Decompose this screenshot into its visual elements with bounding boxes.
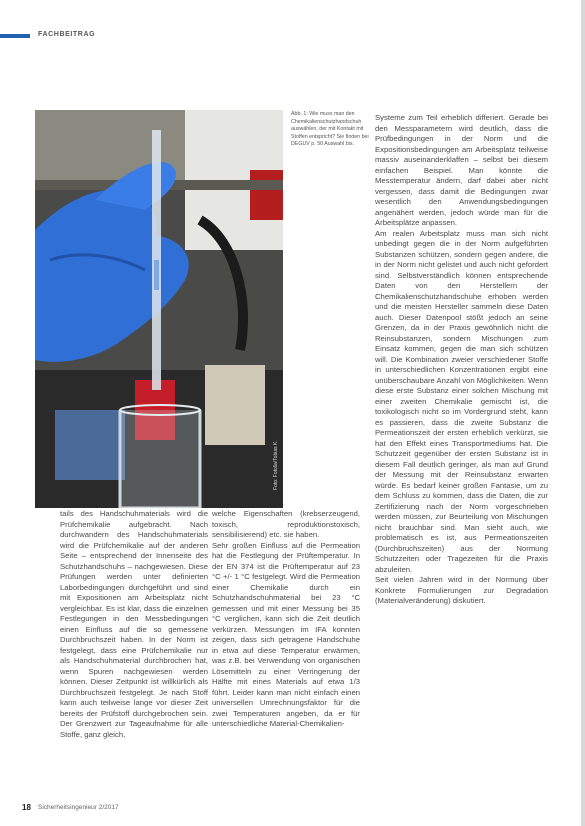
- paragraph: Sehr großen Einfluss auf die Permeation hat die Festlegung der Prüftemperatur. In der EN 374 ist die Prüftemperatur auf 23 °C +/- 1 °C festgelegt. Wird die Permeation einer Chemikalie durch ein Schutzhandschuhmaterial bei 23 °C gemessen und mit einer Messung bei 35 °C verglichen, kann sich die Zeit deutlich verkürzen. Messungen im IFA konnten zeigen, dass sich getragene Handschuhe in etwa auf diese Temperatur erwärmen, was z.B. bei Verwendung von organischen Lösemitteln zu einer Verringerung der Hälfte mit eines Materials auf etwa 1/3 führt. Leider kann man nicht einfach einen universellen Umrechnungsfaktor für die zwei Temperaturen angeben, da er für unterschiedliche Material-Chemikalien-: [212, 540, 360, 728]
- beige-container: [205, 365, 265, 445]
- paragraph: welche Eigenschaften (krebserzeugend, toxisch, reproduktionstoxisch, sensibilisierend) etc. sie haben.: [212, 509, 360, 539]
- article-photo: [35, 110, 283, 508]
- red-label-box: [250, 170, 283, 220]
- paragraph: Systeme zum Teil erheblich differiert. Gerade bei den Messparametern wird deutlich, dass die Prüfbedingungen in der Norm und die Expositionsbedingungen am Arbeitsplatz teilweise massiv auseinanderklaffen – selbst bei diesem einfachen Beispiel. Man könnte die Messtemperatur ändern, darf dabei aber nicht vergessen, dass damit die Bedingungen zwar wesentlich den Anwendungsbedingungen angenähert werden, jedoch würde man für die Arbeitsplätze anpassen.: [375, 113, 548, 227]
- blue-container: [55, 410, 125, 480]
- photo-credit: Foto: Fotolia/Tobias K.: [273, 440, 279, 490]
- section-marker-bar: [0, 34, 30, 38]
- section-label: FACHBEITRAG: [38, 31, 96, 38]
- paragraph: tails des Handschuhmaterials wird die Prüfchemikalie aufgebracht. Nach durchwandern des Handschuhmaterials wird die Prüfchemikalie auf der anderen Seite – entsprechend der Innenseite des Schutzhandschuhs – nachgewiesen. Diese Prüfungen werden unter definierten Laborbedingungen durchgeführt und sind mit Expositionen am Arbeitsplatz nicht vergleichbar. Es ist klar, dass die einzelnen Festlegungen in den Messbedingungen einen Einfluss auf die so gemessene Durchbruchszeit haben. In der Norm ist festgelegt, dass eine Prüfchemikalie nur als Handschuhmaterial durchbrochen hat, wenn Spuren nachgewiesen werden können. Dieser Zeitpunkt ist willkürlich als Durchbruchszeit festgelegt. Je nach Stoff kann auch teilweise lange vor dieser Zeit bereits der Prüfstoff durchgebrochen sein. Der Grenzwert zur Tageaufnahme für alle Stoffe, ganz gleich,: [60, 509, 208, 739]
- glass-beaker: [120, 410, 200, 508]
- lab-photo-illustration: [35, 110, 283, 508]
- article-column-middle: [212, 509, 360, 730]
- page-edge: [581, 0, 585, 826]
- figure-caption: Abb. 1: Wie muss man den Chemikalienschutzhandschuh auswählen, der mit Kontakt mit Stoffen entspricht? Sie finden bei DEGUV p. 50 Auswahl bis.: [291, 111, 369, 148]
- article-column-right: [375, 113, 548, 607]
- pipette-liquid: [154, 260, 159, 290]
- publication-name: Sicherheitsingenieur 2/2017: [38, 804, 119, 811]
- page-number: 18: [22, 803, 31, 812]
- article-column-left: [60, 509, 208, 740]
- paragraph: Am realen Arbeitsplatz muss man sich nicht unbedingt gegen die in der Norm aufgeführten Substanzen schützen, sondern gegen andere, die in der Norm nicht gelistet und auch nicht gefordert sind. Selbstverständlich können entsprechende Daten von den Herstellern der Chemikalienschutzhandschuhe erhoben werden und die meisten Hersteller sammeln diese Daten auch. Dieser Datenpool stößt jedoch an seine Grenzen, da in der Praxis gewöhnlich nicht die Reinsubstanzen, sondern Mischungen zum Einsatz kommen, gegen die man sich schützen will. Die Kombination zweier verschiedener Stoffe in unterschiedlichen Konzentrationen ergibt eine unüberschaubare Anzahl von Möglichkeiten. Wenn diese erste Substanz einer solchen Mischung mit einer zweiten Chemikalie gemischt ist, die toxikologisch nicht so im Vordergrund steht, kann es passieren, dass die zweite Substanz die Permeationszeit der ersten erheblich verkürzt, sie hat den Effekt eines Transportmediums hat. Die Schutzzeit gegenüber der ersten Substanz ist in diesem Fall deutlich geringer, als man auf Grund der Messung mit der Reinsubstanz erwarten würde. Es bedarf keiner großen Fantasie, um zu dem Schluss zu kommen, dass die Daten, die zur Zertifizierung nach der Norm vorgeschrieben werden müssen, zur Beurteilung von Mischungen nicht brauchbar sind. Man sieht auch, wie problematisch es ist, aus Permeationszeiten (Durchbruchszeiten) aus der Normung Schutzzeiten oder Tragezeiten für die Praxis abzuleiten.: [375, 228, 548, 574]
- paragraph: Seit vielen Jahren wird in der Normung über Konkrete Formulierungen zur Degradation (Materialveränderung) diskutiert.: [375, 575, 548, 605]
